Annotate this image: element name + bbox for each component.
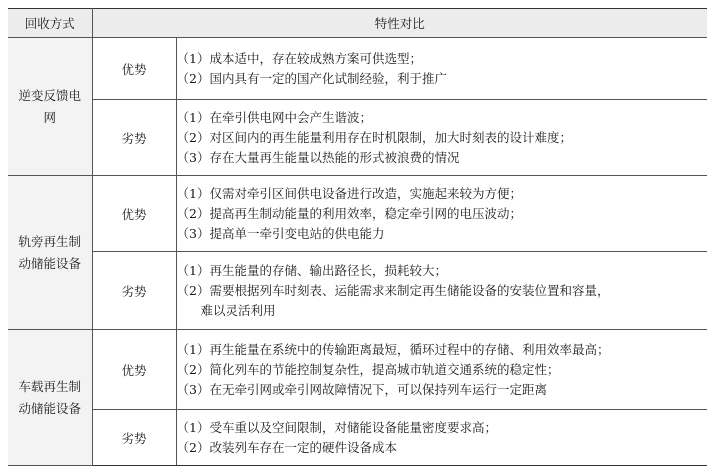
- kind-cell: 优势: [92, 38, 176, 100]
- list-item: （2）需要根据列车时刻表、运能需求来制定再生储能设备的安装位置和容量，: [176, 282, 610, 298]
- items-cell: [176, 100, 707, 176]
- list-item: （1）再生能量的存储、输出路径长，损耗较大；: [176, 262, 447, 278]
- kind-cell: 优势: [92, 176, 176, 252]
- list-item: （3）存在大量再生能量以热能的形式被浪费的情况: [176, 149, 460, 165]
- method-cell: [8, 176, 92, 330]
- kind-cell: 劣势: [92, 252, 176, 330]
- items-cell: [176, 252, 707, 330]
- list-item: （1）成本适中，存在较成熟方案可供选型；: [176, 50, 422, 66]
- list-item: （1）再生能量在系统中的传输距离最短，循环过程中的存储、利用效率最高；: [176, 341, 610, 357]
- header-method: 回收方式: [8, 9, 92, 38]
- method-cell: [8, 330, 92, 466]
- kind-cell: 优势: [92, 330, 176, 410]
- list-item-continuation: 难以灵活利用: [200, 302, 276, 318]
- list-item: （2）国内具有一定的国产化试制经验，利于推广: [176, 70, 447, 86]
- list-item: （2）改装列车存在一定的硬件设备成本: [176, 439, 397, 455]
- items-cell: [176, 38, 707, 100]
- comparison-table: [8, 8, 707, 466]
- header-comparison: 特性对比: [92, 9, 707, 38]
- list-item: （1）受车重以及空间限制，对储能设备能量密度要求高；: [176, 419, 497, 435]
- kind-cell: 劣势: [92, 410, 176, 466]
- table-row: [8, 100, 707, 176]
- table-row: [8, 330, 707, 410]
- table-row: [8, 176, 707, 252]
- method-label: 轨旁再生制动储能设备: [18, 233, 81, 271]
- method-cell: [8, 38, 92, 176]
- method-label: 车载再生制动储能设备: [18, 378, 81, 416]
- list-item: （1）在牵引供电网中会产生谐波；: [176, 109, 372, 125]
- items-cell: [176, 176, 707, 252]
- table-row: [8, 410, 707, 466]
- table-row: [8, 252, 707, 330]
- items-cell: [176, 330, 707, 410]
- table-row: [8, 38, 707, 100]
- list-item: （3）提高单一牵引变电站的供电能力: [176, 225, 385, 241]
- list-item: （1）仅需对牵引区间供电设备进行改造，实施起来较为方便；: [176, 185, 522, 201]
- list-item: （2）提高再生制动能量的利用效率，稳定牵引网的电压波动；: [176, 205, 522, 221]
- kind-cell: 劣势: [92, 100, 176, 176]
- list-item: （3）在无牵引网或牵引网故障情况下，可以保持列车运行一定距离: [176, 381, 547, 397]
- list-item: （2）简化列车的节能控制复杂性，提高城市轨道交通系统的稳定性；: [176, 361, 560, 377]
- method-label: 逆变反馈电网: [18, 87, 81, 125]
- header-row: [8, 9, 707, 38]
- list-item: （2）对区间内的再生能量利用存在时机限制，加大时刻表的设计难度；: [176, 129, 572, 145]
- items-cell: [176, 410, 707, 466]
